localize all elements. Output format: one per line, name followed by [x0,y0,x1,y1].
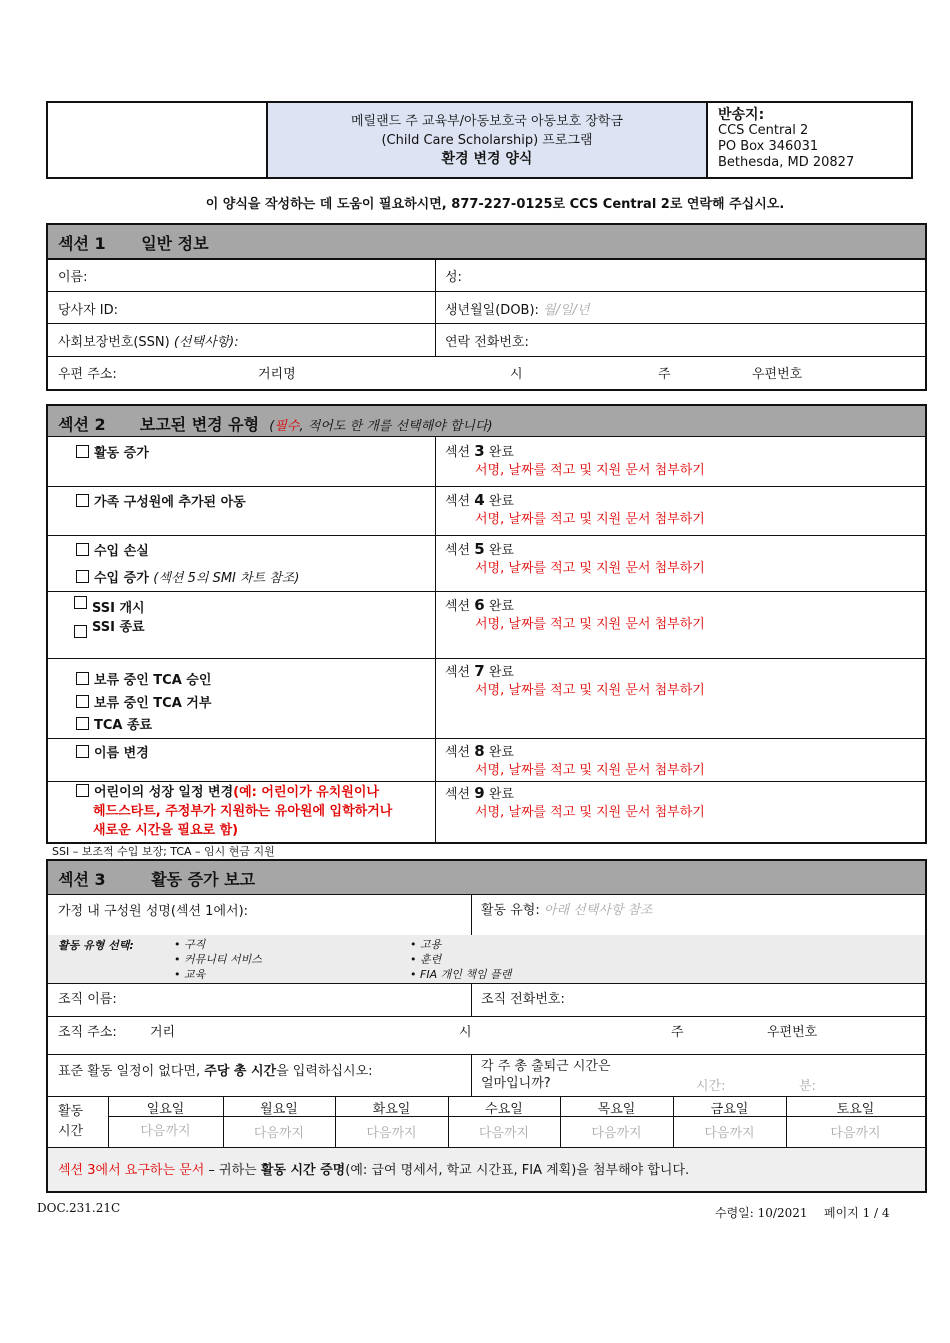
row-instruction: 섹션 8 완료 서명, 날짜를 적고 및 지원 문서 첨부하기 [445,742,705,778]
activity-type-placeholder: 아래 선택사항 참조 [543,903,653,918]
logo-area [48,103,268,177]
phone-field[interactable]: 연락 전화번호: [445,335,529,350]
org-city-field[interactable]: 시 [459,1025,472,1040]
section1-header [48,225,925,260]
row-instruction: 섹션 9 완료 서명, 날짜를 적고 및 지원 문서 첨부하기 [445,784,705,820]
time-input-friday[interactable]: 다음까지 [704,1126,755,1141]
section2-title: 보고된 변경 유형 [139,415,260,434]
checkbox[interactable] [76,445,89,458]
day-friday: 금요일 [710,1102,749,1117]
change-type-name-change[interactable]: 이름 변경 [76,742,149,761]
org-address-label: 조직 주소: [58,1025,117,1040]
change-type-ssi-start[interactable]: SSI 개시 [74,596,145,616]
change-type-ssi-end[interactable]: SSI 종료 [74,616,145,638]
section1-title: 일반 정보 [141,234,209,253]
checkbox[interactable] [76,695,89,708]
section1-table [46,223,927,391]
zip-field[interactable]: 우편번호 [752,367,803,382]
row-instruction: 섹션 5 완료 서명, 날짜를 적고 및 지원 문서 첨부하기 [445,540,705,576]
section3-number: 섹션 3 [58,870,106,889]
dob-label: 생년월일(DOB): [445,303,539,318]
activity-option[interactable]: • 교육 [174,968,206,981]
change-type-activity-increase[interactable]: 활동 증가 [76,442,149,461]
page-number: 페이지 1 / 4 [824,1206,890,1220]
section2-header [48,404,925,437]
checkbox[interactable] [76,494,89,507]
checkbox[interactable] [76,745,89,758]
last-name-field[interactable]: 성: [445,270,462,285]
help-text: 이 양식을 작성하는 데 도움이 필요하시면, 877-227-0125로 CCS Central 2로 연락해 주십시오. [205,197,785,212]
program-title-block [268,103,708,177]
row-instruction: 섹션 7 완료 서명, 날짜를 적고 및 지원 문서 첨부하기 [445,662,705,698]
change-type-tca-approval[interactable]: 보류 중인 TCA 승인 [76,669,211,688]
org-name-field[interactable]: 조직 이름: [58,992,117,1007]
dob-placeholder: 월/일/년 [543,303,590,318]
street-field[interactable]: 거리명 [258,367,296,382]
day-tuesday: 화요일 [372,1102,411,1117]
city-field[interactable]: 시 [510,367,523,382]
section2-table [46,404,927,844]
org-street-field[interactable]: 거리 [150,1025,176,1040]
section2-footnote: SSI – 보조적 수입 보장; TCA – 임시 현금 지원 [52,845,275,858]
change-type-schedule-change[interactable]: 어린이의 성장 일정 변경(예: 어린이가 유치원이나 헤드스타트, 주정부가 지원하는 유아원에 입학하거나 새로운 시간을 필요로 함) [76,783,436,840]
day-wednesday: 수요일 [485,1102,523,1117]
dob-field[interactable] [445,299,590,318]
change-type-income-increase[interactable]: 수입 증가 (섹션 5의 SMI 차트 참조) [76,567,299,586]
ssn-optional: (선택사항): [173,335,239,350]
send-to-line: CCS Central 2 [718,123,809,138]
activity-type-options [48,935,925,983]
member-name-field[interactable]: 가정 내 구성원 성명(섹션 1에서): [58,904,249,919]
docs-requirement-row [48,1148,925,1191]
doc-code: DOC.231.21C [37,1201,121,1215]
weekly-hours-field[interactable]: 표준 활동 일정이 없다면, 주당 총 시간을 입력하십시오: [58,1064,373,1079]
address-label: 우편 주소: [58,367,117,382]
time-input-tuesday[interactable]: 다음까지 [366,1126,417,1141]
change-type-tca-denial[interactable]: 보류 중인 TCA 거부 [76,692,211,711]
form-title: 환경 변경 양식 [441,151,533,167]
commute-question: 각 주 총 출퇴근 시간은 얼마입니까? [481,1059,611,1091]
checkbox[interactable] [76,570,89,583]
send-to-block [710,107,910,177]
commute-hours-input[interactable]: 시간: [696,1079,726,1094]
header-table [46,101,913,179]
org-phone-field[interactable]: 조직 전화번호: [481,992,565,1007]
checkbox[interactable] [76,784,89,797]
activity-type-field[interactable]: 활동 유형: 아래 선택사항 참조 [481,903,653,918]
time-input-wednesday[interactable]: 다음까지 [478,1126,530,1141]
row-instruction: 섹션 4 완료 서명, 날짜를 적고 및 지원 문서 첨부하기 [445,491,705,527]
section3-header [48,861,925,895]
ssn-label: 사회보장번호(SSN) [58,335,170,350]
day-sunday: 일요일 [146,1102,185,1117]
row-instruction: 섹션 3 완료 서명, 날짜를 적고 및 지원 문서 첨부하기 [445,442,705,478]
checkbox[interactable] [74,596,87,609]
time-input-sunday[interactable]: 다음까지 [140,1124,191,1139]
checkbox[interactable] [76,672,89,685]
commute-minutes-input[interactable]: 분: [799,1079,816,1094]
section3-title: 활동 증가 보고 [151,870,256,889]
activity-option[interactable]: • 훈련 [410,953,442,966]
send-to-line: PO Box 346031 [718,139,819,154]
activity-select-label: 활동 유형 선택: [58,939,134,952]
program-line1: 메릴랜드 주 교육부/아동보호국 아동보호 장학금 [350,114,624,129]
checkbox[interactable] [74,625,87,638]
section1-number: 섹션 1 [58,234,106,253]
day-thursday: 목요일 [597,1102,636,1117]
org-zip-field[interactable]: 우편번호 [767,1025,818,1040]
change-type-income-loss[interactable]: 수입 손실 [76,540,149,559]
activity-option[interactable]: • 구직 [174,938,206,951]
state-field[interactable]: 주 [658,367,671,382]
section2-required-note: (필수, 적어도 한 개를 선택해야 합니다) [269,419,493,434]
row-instruction: 섹션 6 완료 서명, 날짜를 적고 및 지원 문서 첨부하기 [445,596,705,632]
change-type-tca-end[interactable]: TCA 종료 [76,714,152,733]
checkbox[interactable] [76,543,89,556]
activity-time-label: 활동 시간 [58,1104,84,1139]
docs-requirement-text: 섹션 3에서 요구하는 문서 – 귀하는 활동 시간 증명(예: 급여 명세서, 학교 시간표, FIA 계획)을 첨부해야 합니다. [58,1163,690,1178]
send-to-label: 반송지: [718,107,765,123]
day-monday: 월요일 [260,1102,298,1117]
change-type-child-added[interactable]: 가족 구성원에 추가된 아동 [76,491,246,510]
activity-option[interactable]: • 고용 [410,938,442,951]
time-input-saturday[interactable]: 다음까지 [830,1126,881,1141]
first-name-field[interactable]: 이름: [58,270,88,285]
org-state-field[interactable]: 주 [671,1025,684,1040]
day-saturday: 토요일 [836,1102,875,1117]
send-to-line: Bethesda, MD 20827 [718,155,855,170]
section3-table [46,859,927,1193]
activity-option[interactable]: • 커뮤니티 서비스 [174,953,262,966]
client-id-field[interactable]: 당사자 ID: [58,303,119,318]
activity-option[interactable]: • FIA 개인 책임 플랜 [410,968,512,981]
program-line2: (Child Care Scholarship) 프로그램 [381,133,593,148]
received-date: 수령일: 10/2021 [715,1206,808,1220]
section2-number: 섹션 2 [58,415,106,434]
ssn-field[interactable] [58,331,239,350]
time-input-monday[interactable]: 다음까지 [253,1126,305,1141]
time-input-thursday[interactable]: 다음까지 [591,1126,642,1141]
checkbox[interactable] [76,717,89,730]
